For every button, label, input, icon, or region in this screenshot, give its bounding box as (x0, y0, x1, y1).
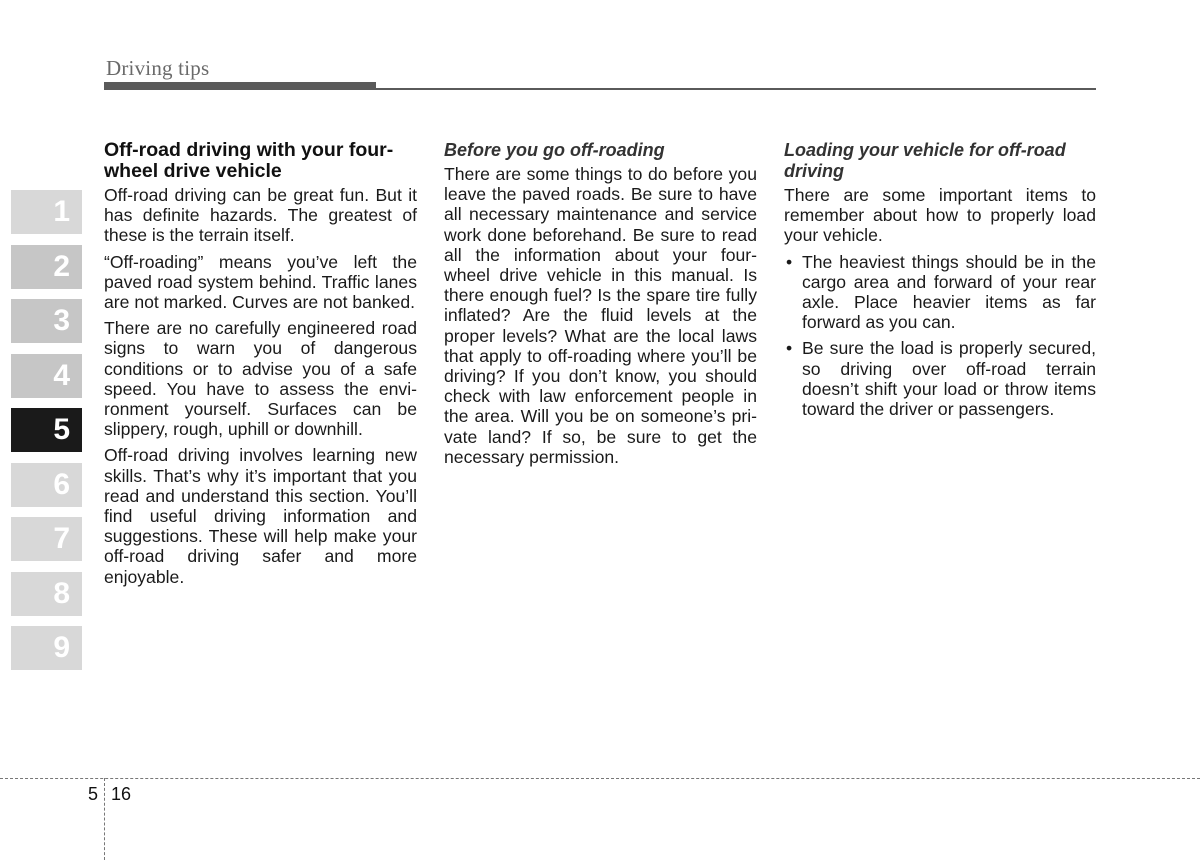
footer-rule (0, 778, 1200, 779)
header-rule-thin (376, 88, 1096, 90)
chapter-tab-4[interactable]: 4 (11, 354, 82, 398)
chapter-tabs (11, 190, 82, 681)
section-title: Driving tips (106, 56, 210, 80)
paragraph: Off-road driving can be great fun. But it has definite hazards. The greatest of these is the terrain itself. (104, 185, 417, 246)
column-loading-vehicle (784, 140, 1096, 425)
paragraph: “Off-roading” means you’ve left the paved road system behind. Traffic lanes are not marked. Curves are not banked. (104, 251, 417, 313)
bullet-icon: • (786, 251, 793, 272)
chapter-tab-6[interactable]: 6 (11, 463, 82, 507)
loading-bullet-list (784, 252, 1096, 420)
page-chapter-number: 5 (88, 784, 99, 804)
page-number: 16 (111, 784, 132, 804)
chapter-tab-9[interactable]: 9 (11, 626, 82, 670)
column-before-off-roading (444, 140, 757, 473)
paragraph: Off-road driving involves learning new skills. That’s why it’s important that you read and understand this section. You’ll find useful driving information and suggestions. These will help make your off-road driving safer and more enjoyable. (104, 445, 417, 587)
off-road-heading: Off-road driving with your four-wheel drive vehicle (104, 139, 394, 182)
loading-vehicle-heading: Loading your vehicle for off-road driving (784, 140, 1066, 181)
chapter-tab-7[interactable]: 7 (11, 517, 82, 561)
footer-divider (104, 778, 105, 860)
chapter-tab-2[interactable]: 2 (11, 245, 82, 289)
list-item (784, 338, 1096, 419)
bullet-text: Be sure the load is properly secured, so driving over off-road terrain doesn’t shift your load or throw items toward the driver or passengers. (802, 338, 1096, 420)
column-off-road-driving (104, 140, 417, 593)
chapter-tab-8[interactable]: 8 (11, 572, 82, 616)
paragraph: There are some important items to remember about how to properly load your vehicle. (784, 185, 1096, 246)
list-item (784, 252, 1096, 333)
bullet-text: The heaviest things should be in the cargo area and forward of your rear axle. Place heavier items as far forward as you can. (802, 251, 1096, 333)
chapter-tab-1[interactable]: 1 (11, 190, 82, 234)
header-rule-thick (104, 82, 376, 90)
chapter-tab-5[interactable]: 5 (11, 408, 82, 452)
paragraph: There are no carefully engineered road signs to warn you of dangerous conditions or to advise you of a safe speed. You have to assess the envi-ronment yourself. Surfaces can be slippery, rough, uphill or downhill. (104, 318, 417, 440)
chapter-tab-3[interactable]: 3 (11, 299, 82, 343)
before-off-roading-heading: Before you go off-roading (444, 140, 665, 160)
bullet-icon: • (786, 338, 793, 359)
paragraph: There are some things to do before you leave the paved roads. Be sure to have all necessary maintenance and service work done beforehand. Be sure to read all the information about your four-wheel drive vehicle in this manual. Is there enough fuel? Is the spare tire fully inflated? Are the fluid levels at the proper levels? What are the local laws that apply to off-roading where you’ll be driving? If you don’t know, you should check with law enforcement people in the area. Will you be on someone’s pri-vate land? If so, be sure to get the necessary permission. (444, 164, 757, 467)
